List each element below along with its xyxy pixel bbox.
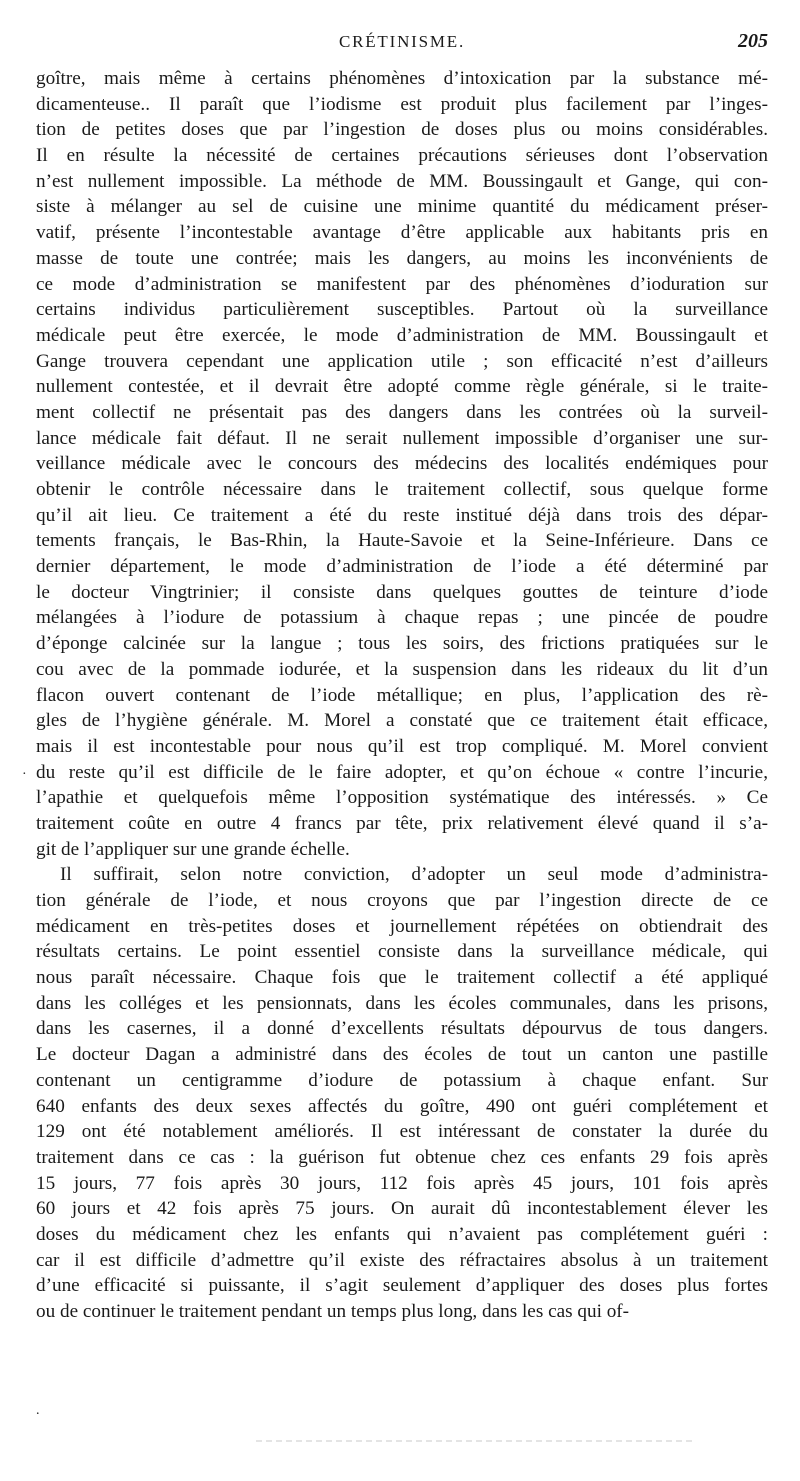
margin-mark-upper: · [22,767,27,782]
text-line: obtenir le contrôle nécessaire dans le traitement collectif, sous quelque forme [36,479,768,500]
text-line: traitement dans ce cas : la guérison fut obtenue chez ces enfants 29 fois après [36,1146,768,1168]
text-line: médicale peut être exercée, le mode d’administration de MM. Boussingault et [36,324,768,346]
margin-mark-lower: . [36,1403,40,1418]
text-line: qu’il ait lieu. Ce traitement a été du reste institué déjà dans trois des dépar- [36,504,768,526]
text-line: résultats certains. Le point essentiel consiste dans la surveillance médicale, qui [36,941,768,963]
text-line: Le docteur Dagan a administré dans des écoles de tout un canton une pastille [36,1044,768,1066]
text-line: dicamenteuse.. Il paraît que l’iodisme est produit plus facilement par l’inges- [36,93,768,115]
text-line: tion générale de l’iode, et nous croyons que par l’ingestion directe de ce [36,890,768,911]
text-line: l’apathie et quelquefois même l’opposition systématique des intéressés. » Ce [36,787,768,809]
text-line: doses du médicament chez les enfants qui n’avaient pas complétement guéri : [36,1223,768,1245]
text-line: git de l’appliquer sur une grande échelle. [36,838,350,860]
text-line: veillance médicale avec le concours des médecins des localités endémiques pour [36,453,768,475]
text-line: mélangées à l’iodure de potassium à chaque repas ; une pincée de poudre [36,607,768,629]
text-line: car il est difficile d’admettre qu’il existe des réfractaires absolus à un traitement [36,1249,768,1271]
bleed-through-smudge [256,1440,696,1442]
page-number: 205 [738,30,768,52]
text-line: Gange trouvera cependant une application utile ; son efficacité n’est d’ailleurs [36,350,768,372]
text-line: traitement coûte en outre 4 francs par tête, prix relativement élevé quand il s’a- [36,812,768,834]
text-line: ou de continuer le traitement pendant un temps plus long, dans les cas qui of- [36,1301,630,1322]
running-head [36,30,768,60]
text-line: dans les colléges et les pensionnats, dans les écoles communales, dans les prisons, [36,992,768,1014]
text-line: dernier département, le mode d’administration de l’iode a été déterminé par [36,556,768,578]
text-line: mais il est incontestable pour nous qu’il est trop compliqué. M. Morel convient [36,735,768,757]
text-line: certains individus particulièrement susceptibles. Partout où la surveillance [36,299,768,321]
text-line: 640 enfants des deux sexes affectés du goître, 490 ont guéri complétement et [36,1095,768,1117]
text-line: 15 jours, 77 fois après 30 jours, 112 fois après 45 jours, 101 fois après [36,1172,768,1194]
text-line: tements français, le Bas-Rhin, la Haute-Savoie et la Seine-Inférieure. Dans ce [36,530,768,552]
text-line: d’éponge calcinée sur la langue ; tous les soirs, des frictions pratiquées sur le [36,633,768,655]
text-line: flacon ouvert contenant de l’iode métallique; en plus, l’application des rè- [36,684,768,706]
text-line: masse de toute une contrée; mais les dangers, au moins les inconvénients de [36,247,768,269]
text-line: dans les casernes, il a donné d’excellents résultats dépourvus de tous dangers. [36,1018,768,1040]
text-line: contenant un centigramme d’iodure de potassium à chaque enfant. Sur [36,1069,768,1091]
text-line: vatif, présente l’incontestable avantage d’être applicable aux habitants pris en [36,222,768,244]
text-line: nullement contestée, et il devrait être adopté comme règle générale, si le traite- [36,376,768,398]
text-line: n’est nullement impossible. La méthode de MM. Boussingault et Gange, qui con- [36,170,768,192]
text-line: nous paraît nécessaire. Chaque fois que le traitement collectif a été appliqué [36,967,768,989]
text-line: gles de l’hygiène générale. M. Morel a constaté que ce traitement était efficace, [36,710,768,732]
text-line: 60 jours et 42 fois après 75 jours. On aurait dû incontestablement élever les [36,1198,768,1220]
text-line: d’une efficacité si puissante, il s’agit seulement d’appliquer des doses plus fortes [36,1275,768,1297]
running-title: CRÉTINISME. [338,32,466,51]
text-line: tion de petites doses que par l’ingestion de doses plus ou moins considérables. [36,119,768,141]
text-line: cou avec de la pommade iodurée, et la suspension dans les rideaux du lit d’un [36,658,768,680]
text-line: du reste qu’il est difficile de le faire adopter, et qu’on échoue « contre l’incurie, [36,761,768,783]
body-text [36,66,768,1325]
text-line: lance médicale fait défaut. Il ne serait nullement impossible d’organiser une sur- [36,427,768,449]
text-line: Il en résulte la nécessité de certaines précautions sérieuses dont l’observation [36,145,768,167]
text-line: goître, mais même à certains phénomènes d’intoxication par la substance mé- [36,68,768,89]
text-line: ment collectif ne présentait pas des dangers dans les contrées où la surveil- [36,401,768,423]
text-line: siste à mélanger au sel de cuisine une minime quantité du médicament préser- [36,196,768,218]
text-line: le docteur Vingtrinier; il consiste dans quelques gouttes de teinture d’iode [36,581,768,603]
text-line: ce mode d’administration se manifestent par des phénomènes d’ioduration sur [36,273,768,295]
text-line: Il suffirait, selon notre conviction, d’adopter un seul mode d’administra- [60,864,768,886]
text-line: médicament en très-petites doses et journellement répétées on obtiendrait des [36,915,768,937]
text-line: 129 ont été notablement améliorés. Il est intéressant de constater la durée du [36,1121,768,1143]
